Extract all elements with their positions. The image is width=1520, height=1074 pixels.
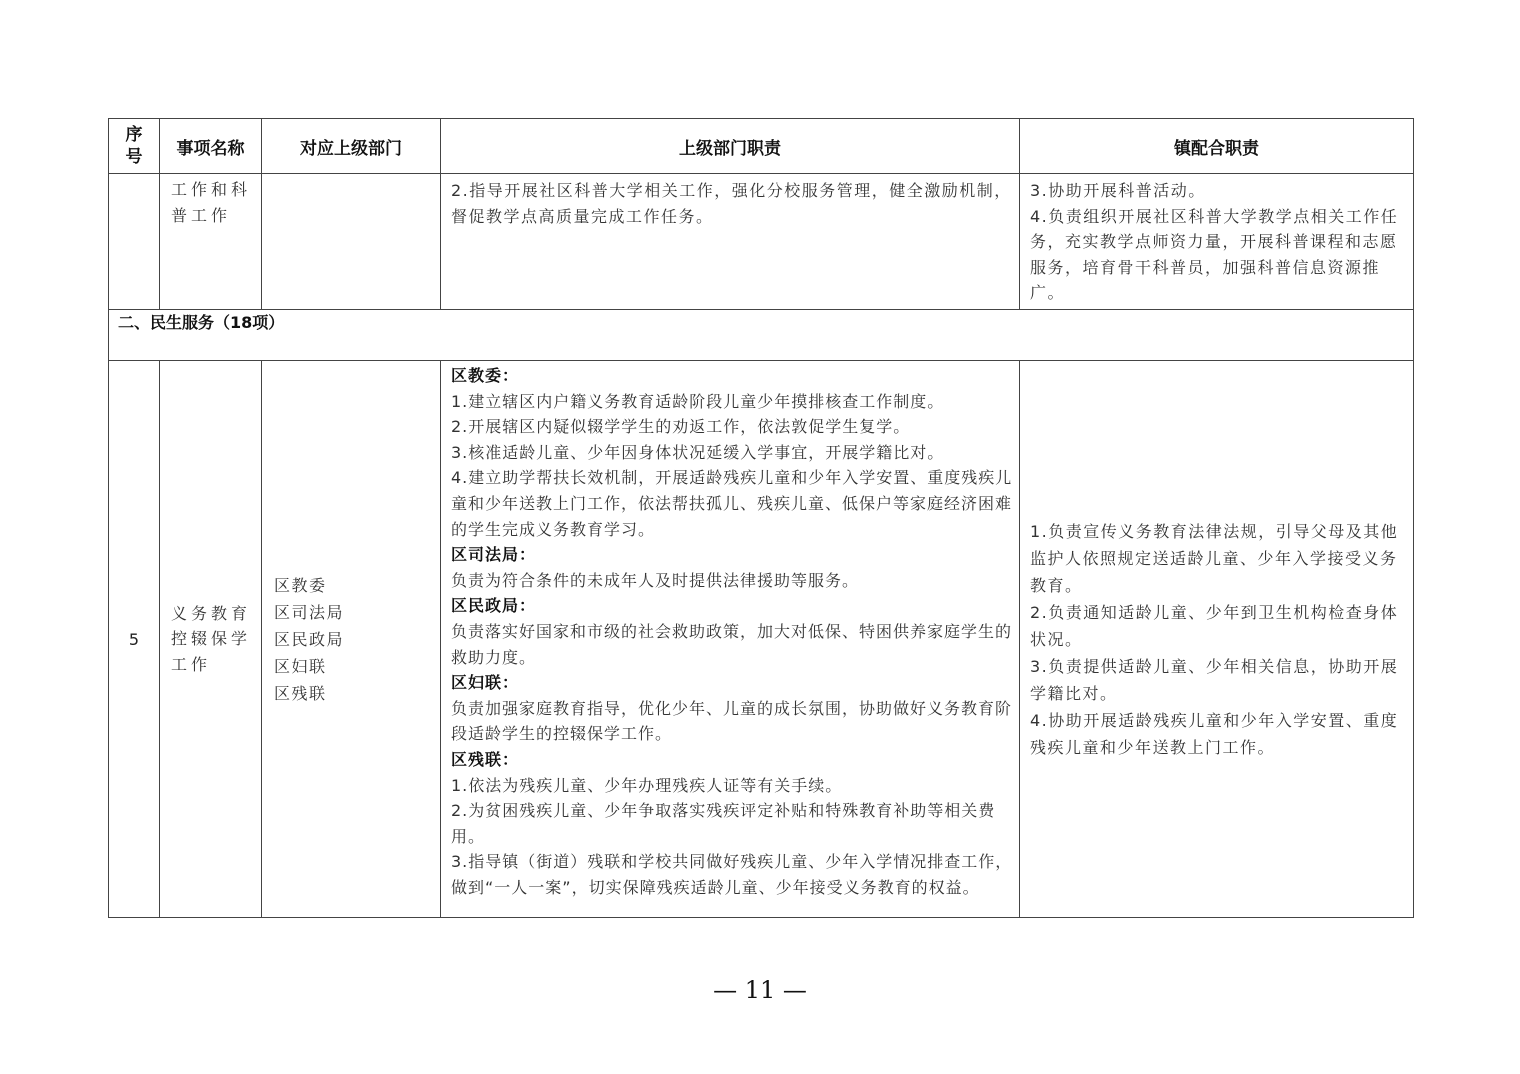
- item-name: 工作和科普工作: [171, 180, 252, 225]
- page-number: — 11 —: [713, 976, 807, 1004]
- dept-name: 区妇联: [274, 656, 327, 676]
- header-name: 事项名称: [160, 119, 262, 174]
- town-duty-cell: [1020, 361, 1414, 918]
- duty-item: 3.协助开展科普活动。: [1030, 181, 1206, 200]
- section-title: 二、民生服务（18项）: [118, 313, 285, 332]
- duty-item: 4.负责组织开展社区科普大学教学点相关工作任务，充实教学点师资力量，开展科普课程和志愿服务，培育骨干科普员，加强科普信息资源推广。: [1030, 206, 1399, 302]
- header-seq-line: 号: [125, 147, 143, 167]
- duty-item: 3.核准适龄儿童、少年因身体状况延缓入学事宜，开展学籍比对。: [451, 442, 945, 462]
- header-seq-line: 序: [125, 125, 143, 145]
- table-row: [109, 174, 1414, 310]
- duty-item: 3.指导镇（街道）残联和学校共同做好残疾儿童、少年入学情况排查工作，做到“一人一案”，切实保障残疾适龄儿童、少年接受义务教育的权益。: [451, 852, 1013, 897]
- item-name-cell: [160, 174, 262, 310]
- header-superior-duty: 上级部门职责: [441, 119, 1020, 174]
- row-number: [109, 174, 160, 310]
- dept-cell: [262, 361, 441, 918]
- dept-name: 区民政局: [274, 629, 345, 649]
- duty-item: 2.开展辖区内疑似辍学学生的劝返工作，依法敦促学生复学。: [451, 417, 911, 437]
- table-row: [109, 361, 1414, 918]
- duty-item: 4.协助开展适龄残疾儿童和少年入学安置、重度残疾儿童和少年送教上门工作。: [1030, 710, 1399, 757]
- dept-heading: 区民政局：: [451, 596, 537, 616]
- duty-item: 1.建立辖区内户籍义务教育适龄阶段儿童少年摸排核查工作制度。: [451, 391, 945, 411]
- duty-item: 2.指导开展社区科普大学相关工作，强化分校服务管理，健全激励机制，督促教学点高质量完成工作任务。: [451, 181, 1012, 226]
- duty-item: 3.负责提供适龄儿童、少年相关信息，协助开展学籍比对。: [1030, 656, 1399, 703]
- section-cell: [109, 310, 1414, 361]
- section-row: [109, 310, 1414, 361]
- dept-heading: 区妇联：: [451, 673, 520, 693]
- superior-duty-cell: [441, 361, 1020, 918]
- dept-heading: 区司法局：: [451, 545, 537, 565]
- row-number: 5: [109, 361, 160, 918]
- dept-cell: [262, 174, 441, 310]
- town-duty-cell: [1020, 174, 1414, 310]
- dept-name: 区教委: [274, 575, 327, 595]
- duty-item: 4.建立助学帮扶长效机制，开展适龄残疾儿童和少年入学安置、重度残疾儿童和少年送教上门工作，依法帮扶孤儿、残疾儿童、低保户等家庭经济困难的学生完成义务教育学习。: [451, 468, 1013, 539]
- header-town-duty: 镇配合职责: [1020, 119, 1414, 174]
- dept-heading: 区教委：: [451, 366, 520, 385]
- item-name: 义务教育控辍保学工作: [171, 603, 252, 674]
- dept-heading: 区残联：: [451, 749, 520, 769]
- responsibility-table: [108, 118, 1414, 918]
- header-seq: [109, 119, 160, 174]
- superior-duty-cell: [441, 174, 1020, 310]
- duty-item: 1.负责宣传义务教育法律法规，引导父母及其他监护人依照规定送适龄儿童、少年入学接受义务教育。: [1030, 521, 1399, 595]
- item-name-cell: [160, 361, 262, 918]
- table-header-row: [109, 119, 1414, 174]
- header-dept: 对应上级部门: [262, 119, 441, 174]
- duty-item: 负责加强家庭教育指导，优化少年、儿童的成长氛围，协助做好义务教育阶段适龄学生的控辍保学工作。: [451, 698, 1013, 744]
- dept-name: 区残联: [274, 683, 327, 703]
- duty-item: 负责为符合条件的未成年人及时提供法律援助等服务。: [451, 570, 860, 590]
- duty-item: 1.依法为残疾儿童、少年办理残疾人证等有关手续。: [451, 775, 843, 795]
- duty-item: 2.为贫困残疾儿童、少年争取落实残疾评定补贴和特殊教育补助等相关费用。: [451, 801, 996, 846]
- duty-item: 2.负责通知适龄儿童、少年到卫生机构检查身体状况。: [1030, 602, 1399, 649]
- duty-item: 负责落实好国家和市级的社会救助政策，加大对低保、特困供养家庭学生的救助力度。: [451, 621, 1013, 667]
- dept-name: 区司法局: [274, 602, 345, 622]
